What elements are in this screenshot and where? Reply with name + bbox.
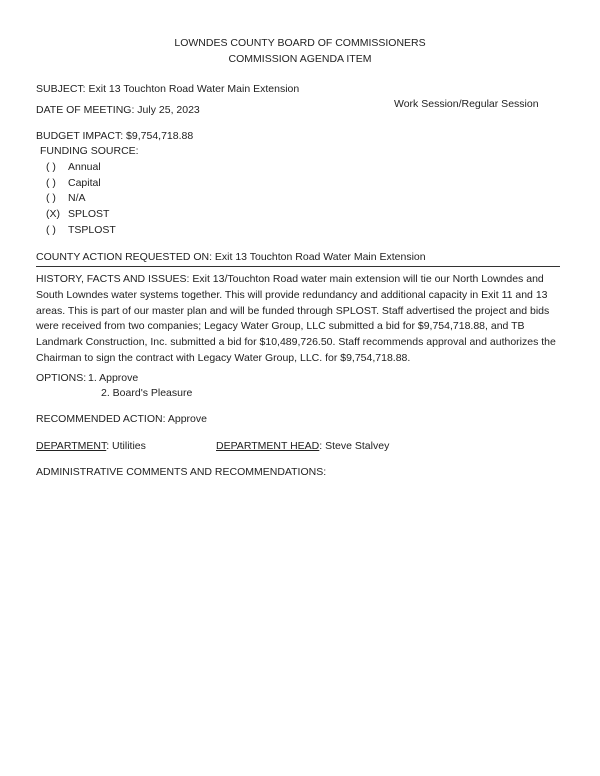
recommended-action: RECOMMENDED ACTION: Approve: [36, 413, 207, 425]
meeting-date: DATE OF MEETING: July 25, 2023: [36, 104, 200, 116]
funding-option-mark: ( ): [46, 192, 56, 204]
funding-option-na: [46, 192, 86, 204]
funding-option-mark: ( ): [46, 161, 56, 173]
option-item-2: 2. Board's Pleasure: [101, 387, 193, 399]
funding-option-label: N/A: [68, 192, 86, 204]
department-label: DEPARTMENT: [36, 440, 107, 452]
funding-source-label: FUNDING SOURCE:: [40, 145, 139, 157]
funding-option-label: Annual: [68, 161, 101, 173]
funding-option-splost: [46, 208, 109, 220]
department: [36, 440, 146, 452]
funding-option-label: TSPLOST: [68, 224, 116, 236]
department-head-label: DEPARTMENT HEAD: [216, 440, 320, 452]
funding-option-label: Capital: [68, 177, 101, 189]
section-divider: [36, 266, 560, 267]
option-item-1: 1. Approve: [88, 372, 139, 384]
funding-option-annual: [46, 161, 101, 173]
agenda-item-title: COMMISSION AGENDA ITEM: [228, 53, 372, 65]
department-head: [216, 440, 389, 452]
subject-line: SUBJECT: Exit 13 Touchton Road Water Main Extension: [36, 83, 300, 95]
session-type: Work Session/Regular Session: [394, 98, 539, 110]
board-title: LOWNDES COUNTY BOARD OF COMMISSIONERS: [174, 37, 426, 49]
funding-option-label: SPLOST: [68, 208, 110, 220]
funding-option-tsplost: [46, 224, 116, 236]
budget-impact: BUDGET IMPACT: $9,754,718.88: [36, 130, 194, 142]
funding-option-mark: (X): [46, 208, 60, 220]
county-action: COUNTY ACTION REQUESTED ON: Exit 13 Touchton Road Water Main Extension: [36, 251, 426, 263]
history-facts-issues: HISTORY, FACTS AND ISSUES: Exit 13/Touchton Road water main extension will tie our North Lowndes and South Lowndes water systems together. This will provide redundancy and additional capacity in Exit 11 and 13 areas. This is part of our master plan and will be funded through SPLOST. Staff advertised the project and bids were received from two companies; Legacy Water Group, LLC submitted a bid for $9,754,718.88, and TB Landmark Construction, Inc. submitted a bid for $10,489,726.50. Staff recommends approval and authorizes the Chairman to sign the contract with Legacy Water Group, LLC. for $9,754,718.88.: [36, 273, 556, 364]
funding-option-mark: ( ): [46, 177, 56, 189]
department-value: : Utilities: [106, 440, 146, 452]
options-label: OPTIONS:: [36, 372, 87, 384]
funding-option-mark: ( ): [46, 224, 56, 236]
administrative-comments: ADMINISTRATIVE COMMENTS AND RECOMMENDATIONS:: [36, 466, 327, 478]
funding-option-capital: [46, 177, 101, 189]
department-head-value: : Steve Stalvey: [319, 440, 390, 452]
